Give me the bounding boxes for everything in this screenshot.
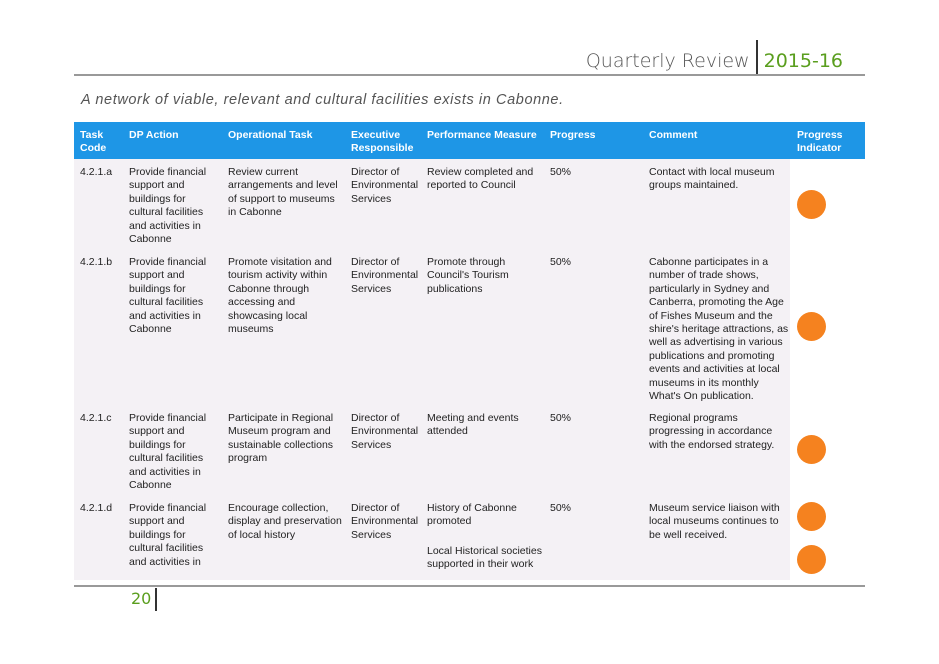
header-dp-action: DP Action — [129, 129, 179, 141]
page-number: 20 — [131, 589, 152, 608]
header-comment: Comment — [649, 129, 698, 141]
dp-action: Provide financial support and buildings for cultural facilities and activities in Cabonne — [129, 412, 207, 492]
performance-measure-secondary: Local Historical societies supported in their work — [427, 545, 542, 571]
task-code: 4.2.1.a — [80, 166, 113, 178]
header-executive: Executive Responsible — [351, 129, 414, 154]
operational-task: Encourage collection, display and preservation of local history — [228, 502, 342, 541]
header-review-label: Quarterly Review — [585, 50, 750, 72]
header-progress: Progress — [550, 129, 596, 141]
progress-indicator-icon — [797, 545, 826, 574]
performance-measure: Promote through Council's Tourism publications — [427, 256, 509, 295]
operational-task: Review current arrangements and level of support to museums in Cabonne — [228, 166, 338, 219]
table-header — [74, 122, 865, 159]
header-progress-indicator: Progress Indicator — [797, 129, 843, 154]
comment: Contact with local museum groups maintained. — [649, 166, 775, 192]
header-operational-task: Operational Task — [228, 129, 313, 141]
comment: Museum service liaison with local museums continues to be well received. — [649, 502, 780, 541]
executive-responsible: Director of Environmental Services — [351, 166, 419, 205]
header-year: 2015-16 — [763, 50, 843, 72]
report-header — [586, 44, 843, 74]
executive-responsible: Director of Environmental Services — [351, 502, 419, 541]
progress-indicator-icon — [797, 312, 826, 341]
task-code: 4.2.1.c — [80, 412, 112, 424]
task-code: 4.2.1.b — [80, 256, 113, 268]
performance-measure: History of Cabonne promoted — [427, 502, 517, 528]
progress-indicator-icon — [797, 435, 826, 464]
dp-action: Provide financial support and buildings for cultural facilities and activities in Cabonne — [129, 256, 207, 336]
performance-measure: Review completed and reported to Council — [427, 166, 534, 192]
dp-action: Provide financial support and buildings for cultural facilities and activities in Cabonne — [129, 166, 207, 246]
progress-value: 50% — [550, 502, 572, 514]
comment: Cabonne participates in a number of trade shows, particularly in Sydney and Canberra, promoting the Age of Fishes Museum and the shire's heritage attractions, as well as advertising in various publications and promoting events and activities at local museums in its monthly What's On publication. — [649, 256, 789, 403]
performance-measure: Meeting and events attended — [427, 412, 519, 438]
operational-task: Participate in Regional Museum program and sustainable collections program — [228, 412, 334, 465]
comment: Regional programs progressing in accordance with the endorsed strategy. — [649, 412, 775, 451]
review-table — [74, 122, 865, 580]
page-number-separator — [155, 588, 157, 611]
section-subtitle: A network of viable, relevant and cultural facilities exists in Cabonne. — [81, 92, 564, 108]
executive-responsible: Director of Environmental Services — [351, 256, 419, 295]
progress-value: 50% — [550, 412, 572, 424]
progress-indicator-icon — [797, 502, 826, 531]
header-task-code: Task Code — [80, 129, 107, 154]
progress-indicator-icon — [797, 190, 826, 219]
dp-action: Provide financial support and buildings for cultural facilities and activities in — [129, 502, 207, 568]
progress-value: 50% — [550, 166, 572, 178]
bottom-divider — [74, 585, 865, 587]
progress-value: 50% — [550, 256, 572, 268]
top-divider — [74, 74, 865, 76]
operational-task: Promote visitation and tourism activity within Cabonne through accessing and showcasing local museums — [228, 256, 332, 336]
task-code: 4.2.1.d — [80, 502, 113, 514]
executive-responsible: Director of Environmental Services — [351, 412, 419, 451]
header-performance-measure: Performance Measure — [427, 129, 537, 141]
header-separator — [756, 40, 758, 74]
